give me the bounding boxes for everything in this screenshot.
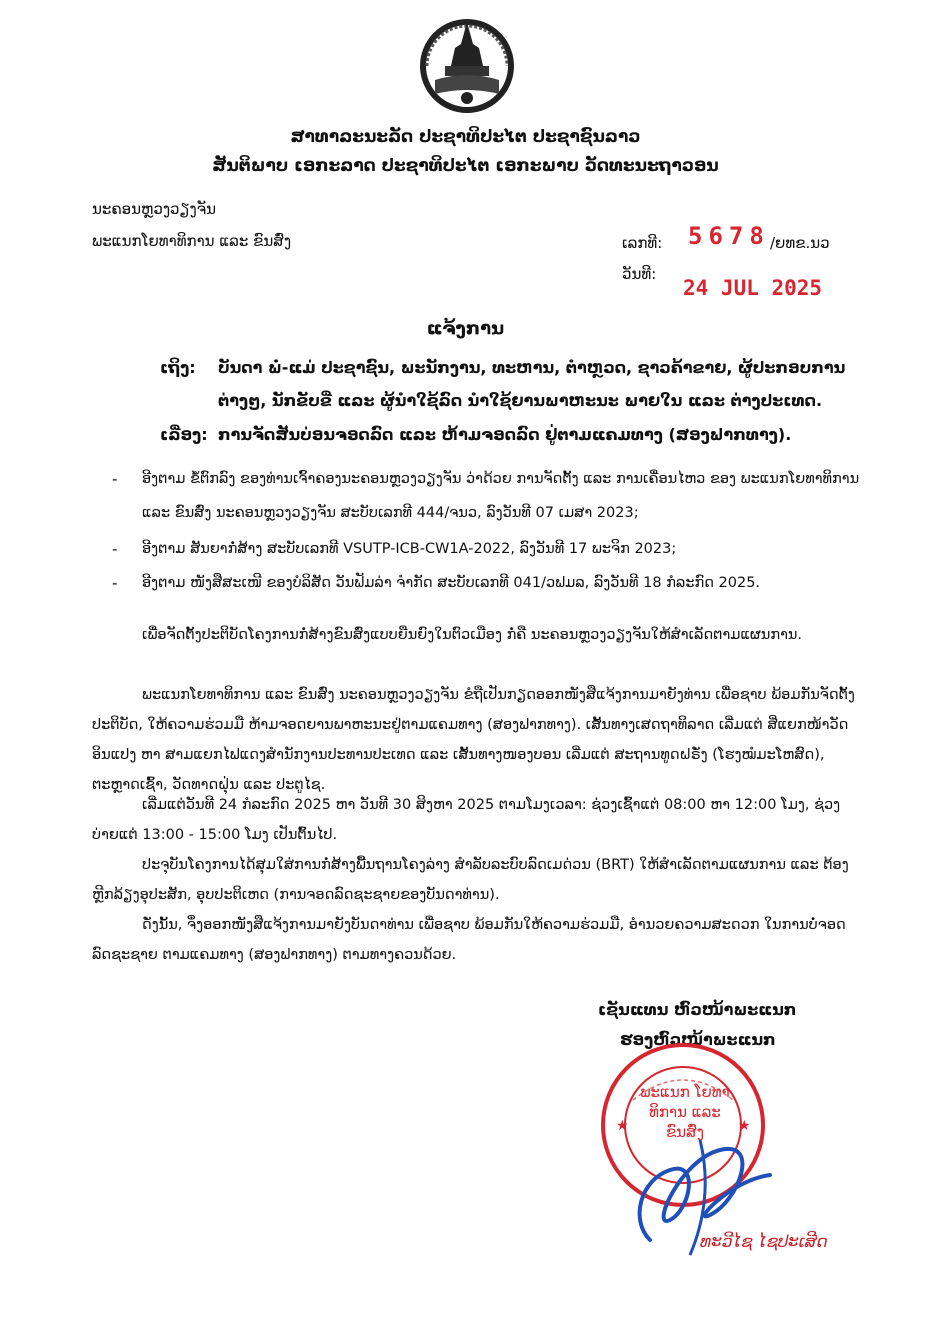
to-text: ບັນດາ ພໍ່-ແມ່ ປະຊາຊົນ, ພະນັກງານ, ທະຫານ, ຕໍາຫຼວດ, ຊາວຄ້າຂາຍ, ຜູ້ປະກອບການຕ່າງໆ, ນັກຂັບຂີ່ ແລະ ຜູ້ນໍາໃຊ້ລົດ ນໍາໃຊ້ຍານພາຫະນະ ພາຍໃນ ແລະ ຕ່າງປະເທດ. <box>218 358 846 410</box>
signer-name: ທະວີໄຊ ໄຊປະເສີດ <box>700 1232 828 1252</box>
sender-department: ພະແນກໂຍທາທິການ ແລະ ຂົນສົ່ງ <box>92 232 292 250</box>
sender-city: ນະຄອນຫຼວງວຽງຈັນ <box>92 200 217 218</box>
svg-text:★: ★ <box>738 1118 751 1134</box>
bullet-mark: - <box>112 470 118 488</box>
ref-number-suffix: /ຍທຂ.ນວ <box>770 234 830 252</box>
ref-number-value: 5678 <box>688 222 770 250</box>
bullet-mark: - <box>112 540 118 558</box>
body-paragraph: ປະຈຸບັນໂຄງການໄດ້ສຸມໃສ່ການກໍ່ສ້າງພື້ນຖານໂຄງລ່າງ ສໍາລັບລະບົບລົດເມດ່ວນ (BRT) ໃຫ້ສໍາເລັດຕາມແຜນການ ແລະ ຕ້ອງຫຼີກລ້ຽງອຸປະສັກ, ອຸບປະຕິເຫດ (ການຈອດລົດຊະຊາຍຂອງບັນດາທ່ານ). <box>92 857 849 903</box>
signature-title-2: ຮອງຫົວໜ້າພະແນກ <box>620 1030 776 1049</box>
state-emblem <box>417 14 517 114</box>
stamp-text: ພະແນກ ໂຍທາທິການ ແລະ ຂົນສົ່ງ <box>640 1083 730 1141</box>
country-name: ສາທາລະນະລັດ ປະຊາທິປະໄຕ ປະຊາຊົນລາວ <box>290 127 641 147</box>
bullet-text: ອີງຕາມ ໜັງສືສະເໜີ ຂອງບໍລິສັດ ວັນຟັມລ່າ ຈໍາກັດ ສະບັບເລກທີ 041/ວຟມລ, ລົງວັນທີ 18 ກໍລະກົດ 2025. <box>142 575 761 591</box>
subject-label: ເລື່ອງ: <box>160 425 208 444</box>
bullet-text: ອີງຕາມ ສັນຍາກໍ່ສ້າງ ສະບັບເລກທີ VSUTP-ICB-CW1A-2022, ລົງວັນທີ 17 ພະຈິກ 2023; <box>142 541 677 557</box>
body-paragraph: ເລີ່ມແຕ່ວັນທີ 24 ກໍລະກົດ 2025 ຫາ ວັນທີ 30 ສິງຫາ 2025 ຕາມໂມງເວລາ: ຊ່ວງເຊົ້າແຕ່ 08:00 ຫາ 12:00 ໂມງ, ຊ່ວງບ່າຍແຕ່ 13:00 - 15:00 ໂມງ ເປັນຕົ້ນໄປ. <box>92 797 841 843</box>
body-paragraph: ພະແນກໂຍທາທິການ ແລະ ຂົນສົ່ງ ນະຄອນຫຼວງວຽງຈັນ ຂໍຖືເປັນກຽດອອກໜັງສືແຈ້ງການມາຍັງທ່ານ ເພື່ອຊາບ ພ້ອມກັນຈັດຕັ້ງປະຕິບັດ, ໃຫ້ຄວາມຮ່ວມມື ຫ້າມຈອດຍານພາຫະນະຢູ່ຕາມແຄມທາງ (ສອງຟາກທາງ). ເສັ້ນທາງເສດຖາທິລາດ ເລີ່ມແຕ່ ສີ່ແຍກໜ້າວັດອິນແປງ ຫາ ສາມແຍກໄຟແດງສໍານັກງານປະທານປະເທດ ແລະ ເສັ້ນທາງໜອງບອນ ເລີ່ມແຕ່ ສະຖານທູດຝຣັ່ງ (ໂຮງໝໍມະໂຫສົດ), ຕະຫຼາດເຊົ້າ, ວັດທາດຝຸ່ນ ແລະ ປະຕູໄຊ. <box>92 687 855 793</box>
to-label: ເຖິງ: <box>160 358 196 377</box>
subject-text: ການຈັດສັນບ່ອນຈອດລົດ ແລະ ຫ້າມຈອດລົດ ຢູ່ຕາມແຄມທາງ (ສອງຟາກທາງ). <box>218 425 792 444</box>
svg-text:★: ★ <box>616 1118 629 1134</box>
signature-title-1: ເຊັນແທນ ຫົວໜ້າພະແນກ <box>598 1000 797 1019</box>
bullet-mark: - <box>112 574 118 592</box>
ref-number-label: ເລກທີ: <box>622 234 663 252</box>
document-title: ແຈ້ງການ <box>426 318 505 339</box>
national-motto: ສັນຕິພາບ ເອກະລາດ ປະຊາທິປະໄຕ ເອກະພາບ ວັດທະນະຖາວອນ <box>212 156 719 176</box>
body-paragraph: ເພື່ອຈັດຕັ້ງປະຕິບັດໂຄງການກໍ່ສ້າງຂົນສົ່ງແບບຍືນຍົງໃນຕົວເມືອງ ກໍ່ຄື ນະຄອນຫຼວງວຽງຈັນໃຫ້ສໍາເລັດຕາມແຜນການ. <box>142 627 803 643</box>
ref-date-value: 24 JUL 2025 <box>683 276 823 300</box>
ref-date-label: ວັນທີ: <box>622 265 657 283</box>
bullet-text: ອີງຕາມ ຂໍ້ຕົກລົງ ຂອງທ່ານເຈົ້າຄອງນະຄອນຫຼວງວຽງຈັນ ວ່າດ້ວຍ ການຈັດຕັ້ງ ແລະ ການເຄື່ອນໄຫວ ຂອງ ພະແນກໂຍທາທິການ ແລະ ຂົນສົ່ງ ນະຄອນຫຼວງວຽງຈັນ ສະບັບເລກທີ 444/ຈນວ, ລົງວັນທີ 07 ເມສາ 2023; <box>142 471 860 521</box>
body-paragraph: ດັ່ງນັ້ນ, ຈຶ່ງອອກໜັງສືແຈ້ງການມາຍັງບັນດາທ່ານ ເພື່ອຊາບ ພ້ອມກັນໃຫ້ຄວາມຮ່ວມມື, ອໍານວຍຄວາມສະດວກ ໃນການບໍ່ຈອດລົດຊະຊາຍ ຕາມແຄມທາງ (ສອງຟາກທາງ) ຕາມທາງຄວນດ້ວຍ. <box>92 917 846 963</box>
